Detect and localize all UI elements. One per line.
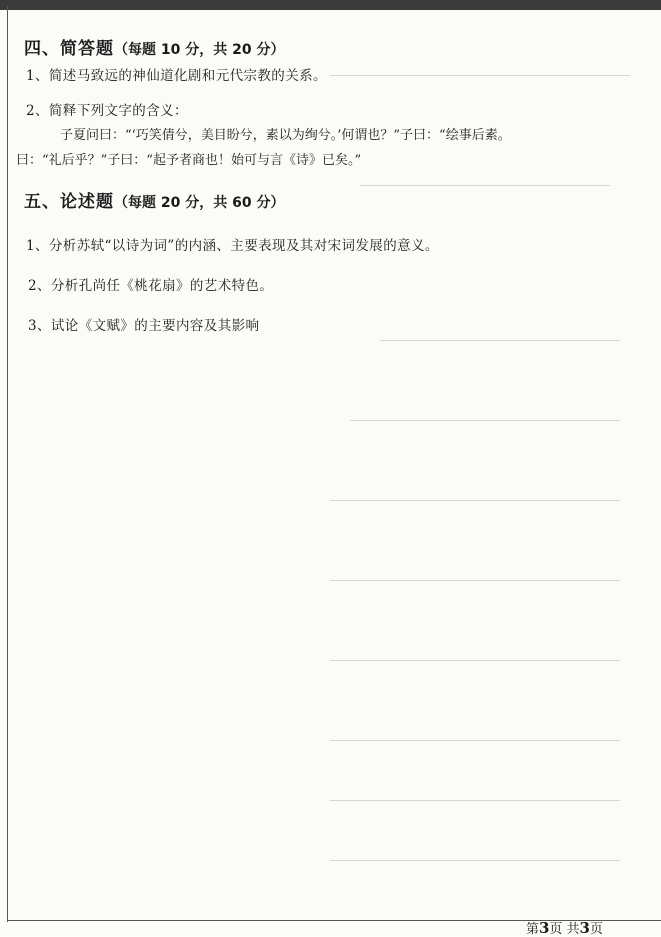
section-4-question-1: 1、简述马致远的神仙道化剧和元代宗教的关系。 [26,68,327,84]
bleed-through-line [330,860,620,861]
page-prefix: 第 [525,922,539,937]
section-4-heading [24,34,284,59]
section-5-note: （每题 20 分，共 60 分） [114,195,285,211]
section-4-quote-line-2: 曰：“礼后乎？”子曰：“起予者商也！始可与言《诗》已矣。” [16,153,362,168]
section-4-title: 四、简答题 [24,39,114,59]
bleed-through-line [360,185,610,186]
page-suffix: 页 [589,922,603,937]
current-page-number: 3 [538,919,550,937]
page-number [526,918,603,937]
bleed-through-line [330,800,620,801]
section-5-question-2: 2、分析孔尚任《桃花扇》的艺术特色。 [28,278,274,294]
page-middle-text: 页 共 [549,922,580,937]
bleed-through-line [330,580,620,581]
section-5-title: 五、论述题 [24,192,114,212]
bleed-through-line [350,420,620,421]
section-4-quote-line-1: 子夏问曰：“‘巧笑倩兮，美目盼兮，素以为绚兮。’何谓也？”子曰：“绘事后素。 [60,128,511,143]
bleed-through-line [330,740,620,741]
section-4-note: （每题 10 分，共 20 分） [114,42,285,58]
total-pages-number: 3 [579,919,590,937]
section-4-question-2: 2、简释下列文字的含义： [26,103,188,119]
scan-top-edge [0,0,661,10]
section-5-heading [24,187,284,212]
bleed-through-line [330,75,630,76]
bleed-through-line [330,500,620,501]
bleed-through-line [330,660,620,661]
section-5-question-1: 1、分析苏轼“以诗为词”的内涵、主要表现及其对宋词发展的意义。 [26,238,439,254]
bleed-through-line [380,340,620,341]
page-border-left [7,6,8,922]
section-5-question-3: 3、试论《文赋》的主要内容及其影响 [28,318,260,334]
